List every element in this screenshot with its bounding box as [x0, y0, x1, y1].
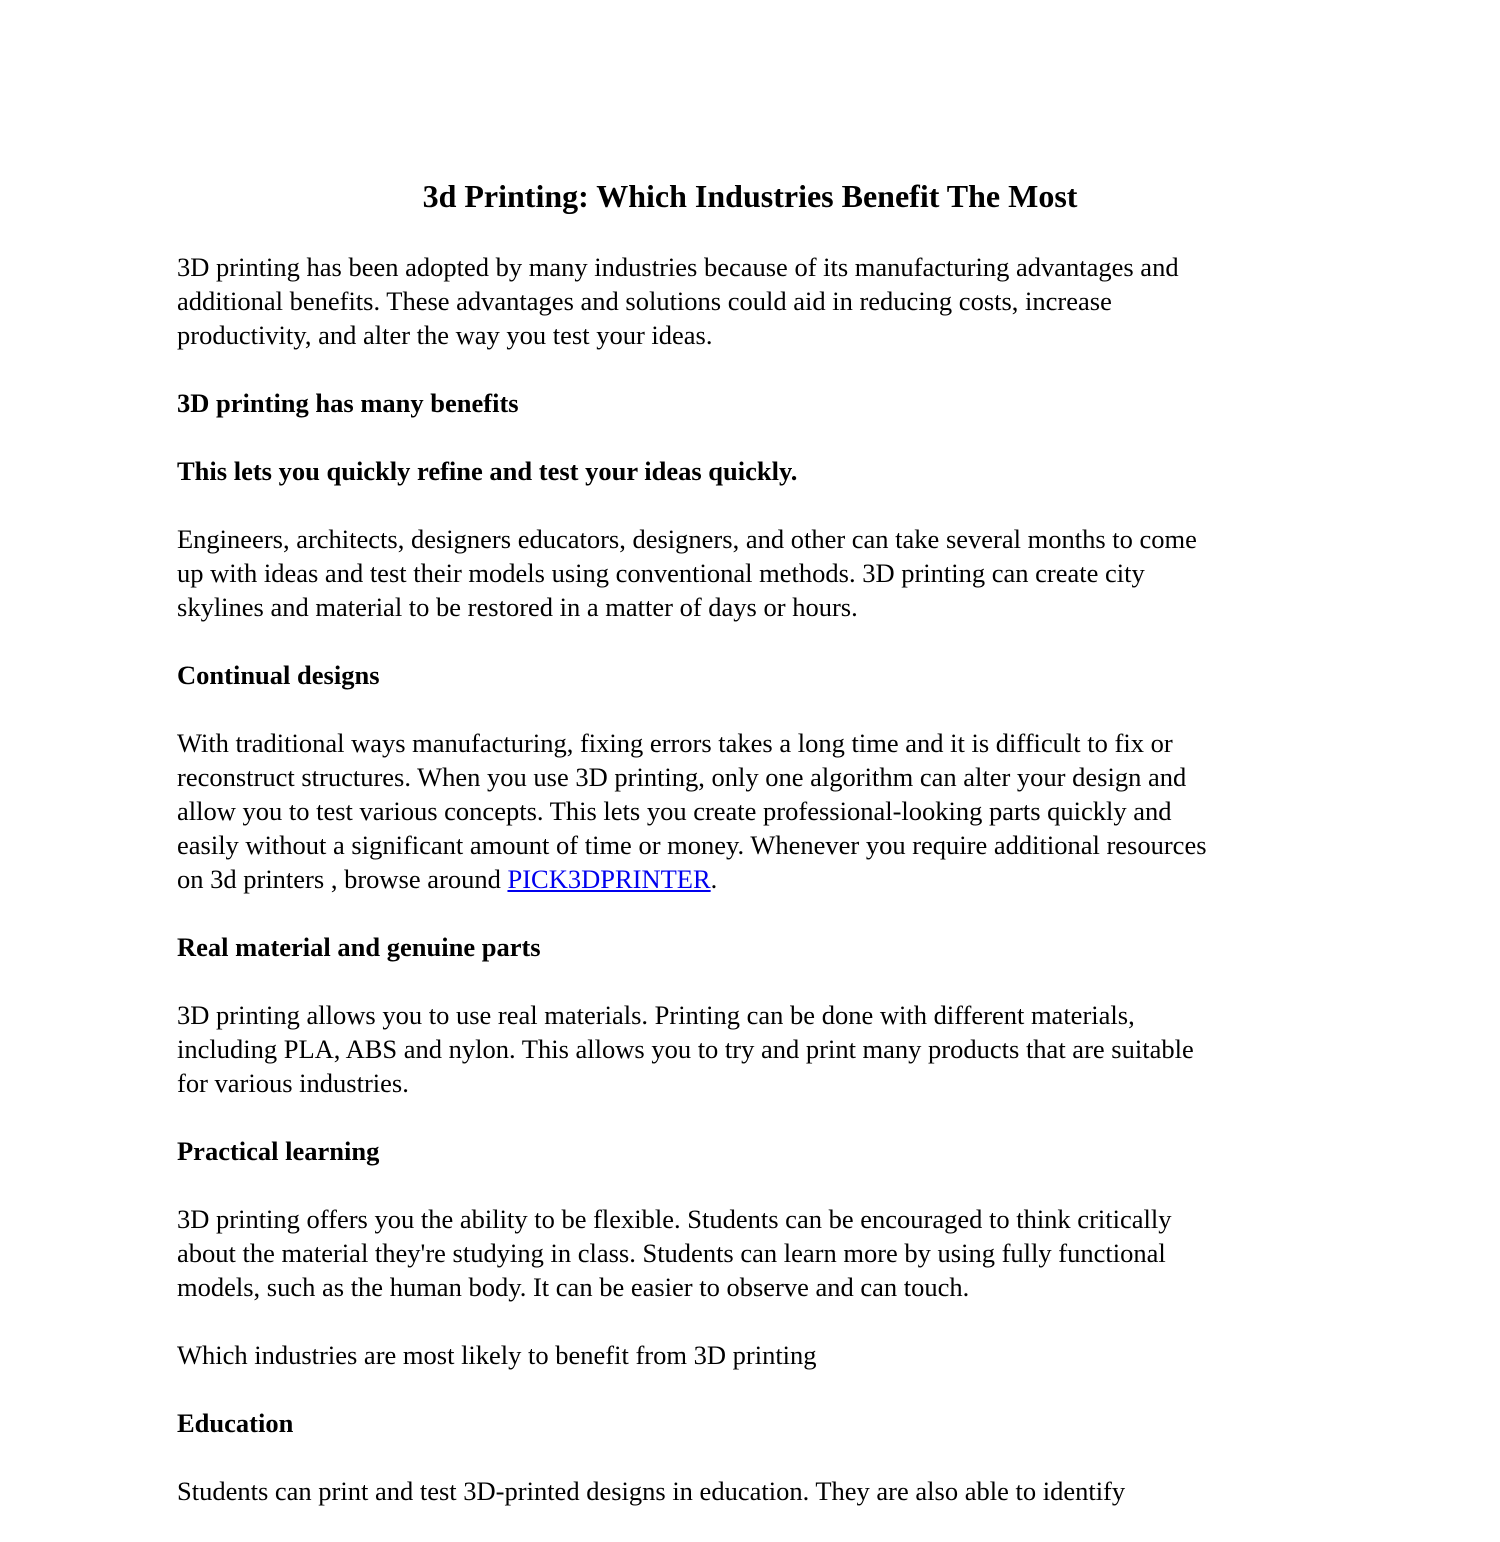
- text-line: allow you to test various concepts. This lets you create professional-looking parts quickly and: [177, 796, 1172, 826]
- document-body: [177, 250, 1377, 1542]
- paragraph: [177, 998, 1377, 1100]
- text-line: 3D printing allows you to use real materials. Printing can be done with different materials,: [177, 1000, 1135, 1030]
- section-heading: 3D printing has many benefits: [177, 388, 519, 418]
- text-line: reconstruct structures. When you use 3D printing, only one algorithm can alter your design and: [177, 762, 1187, 792]
- text-line: additional benefits. These advantages and solutions could aid in reducing costs, increase: [177, 286, 1112, 316]
- paragraph: [177, 1202, 1377, 1304]
- text-line: about the material they're studying in class. Students can learn more by using fully functional: [177, 1238, 1166, 1268]
- text-fragment: .: [710, 864, 718, 894]
- text-line: up with ideas and test their models using conventional methods. 3D printing can create city: [177, 558, 1145, 588]
- text-line: 3D printing offers you the ability to be flexible. Students can be encouraged to think critically: [177, 1204, 1172, 1234]
- paragraph: [177, 1474, 1377, 1508]
- pick3dprinter-link[interactable]: PICK3DPRINTER: [507, 864, 711, 894]
- section-heading: Real material and genuine parts: [177, 932, 541, 962]
- text-line: productivity, and alter the way you test your ideas.: [177, 320, 713, 350]
- section-heading: Practical learning: [177, 1136, 380, 1166]
- section-heading: This lets you quickly refine and test your ideas quickly.: [177, 456, 798, 486]
- section-heading: Continual designs: [177, 660, 380, 690]
- text-line: 3D printing has been adopted by many industries because of its manufacturing advantages and: [177, 252, 1179, 282]
- text-fragment: on 3d printers , browse around: [177, 864, 508, 894]
- intro-paragraph: [177, 250, 1377, 352]
- text-line: for various industries.: [177, 1068, 409, 1098]
- text-line: Engineers, architects, designers educators, designers, and other can take several months to come: [177, 524, 1197, 554]
- section-heading: Education: [177, 1408, 294, 1438]
- document-title: 3d Printing: Which Industries Benefit The Most: [422, 178, 1078, 214]
- text-line: [177, 862, 1377, 896]
- paragraph: [177, 726, 1377, 896]
- paragraph: [177, 522, 1377, 624]
- paragraph: Which industries are most likely to benefit from 3D printing: [177, 1340, 817, 1370]
- text-line: With traditional ways manufacturing, fixing errors takes a long time and it is difficult to fix or: [177, 728, 1173, 758]
- text-line: Students can print and test 3D-printed designs in education. They are also able to identify: [177, 1476, 1126, 1506]
- text-line: models, such as the human body. It can be easier to observe and can touch.: [177, 1272, 970, 1302]
- text-line: skylines and material to be restored in a matter of days or hours.: [177, 592, 858, 622]
- text-line: including PLA, ABS and nylon. This allows you to try and print many products that are suitable: [177, 1034, 1194, 1064]
- text-line: easily without a significant amount of time or money. Whenever you require additional resources: [177, 830, 1207, 860]
